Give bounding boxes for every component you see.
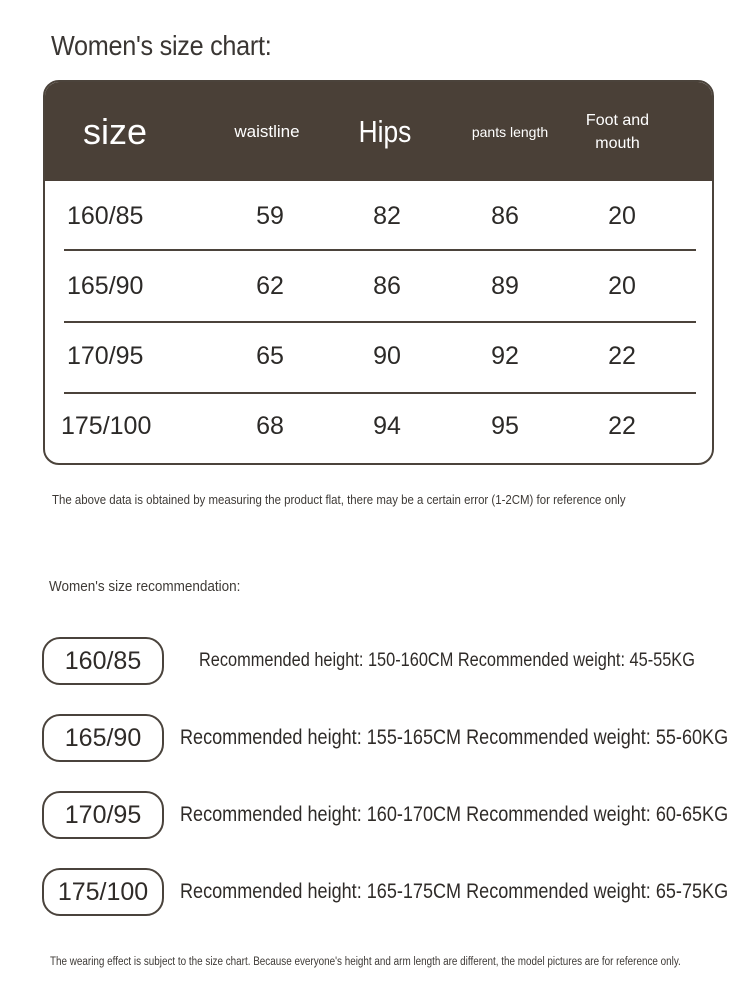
recommendation-text: Recommended height: 155-165CM Recommended weight: 55-60KG [180,726,729,749]
cell-foot-mouth: 20 [608,201,636,230]
cell-pants-length: 92 [491,341,519,370]
cell-foot-mouth: 22 [608,341,636,370]
recommendation-title: Women's size recommendation: [49,578,241,595]
cell-pants-length: 89 [491,271,519,300]
cell-hips: 90 [373,341,401,370]
size-pill: 175/100 [42,868,164,916]
size-pill: 170/95 [42,791,164,839]
cell-size: 165/90 [67,271,144,300]
recommendation-text: Recommended height: 160-170CM Recommended weight: 60-65KG [180,803,729,826]
cell-hips: 82 [373,201,401,230]
table-header [45,82,712,181]
cell-pants-length: 86 [491,201,519,230]
header-waistline: waistline [234,121,300,141]
measurement-note: The above data is obtained by measuring the product flat, there may be a certain error (1-2CM) for reference only [52,492,626,507]
size-chart-table [43,80,714,465]
cell-foot-mouth: 20 [608,271,636,300]
recommendation-text: Recommended height: 165-175CM Recommended weight: 65-75KG [180,880,729,903]
cell-waistline: 59 [256,201,284,230]
header-foot-mouth-line1: Foot and [585,111,650,129]
cell-hips: 94 [373,411,401,440]
table-row [45,321,712,391]
cell-pants-length: 95 [491,411,519,440]
cell-waistline: 62 [256,271,284,300]
header-pants-length: pants length [471,123,549,140]
header-foot-mouth [570,82,665,181]
header-hips: Hips [358,113,412,149]
table-row [45,251,712,321]
table-row [45,391,712,461]
page-title: Women's size chart: [51,30,272,61]
recommendation-text: Recommended height: 150-160CM Recommended weight: 45-55KG [199,650,695,671]
header-size: size [82,110,148,152]
cell-size: 160/85 [67,201,144,230]
cell-hips: 86 [373,271,401,300]
cell-size: 170/95 [67,341,144,370]
cell-waistline: 65 [256,341,284,370]
table-row [45,181,712,251]
size-pill: 160/85 [42,637,164,685]
cell-foot-mouth: 22 [608,411,636,440]
wearing-note: The wearing effect is subject to the size chart. Because everyone's height and arm length are different, the model pictures are for reference only. [50,956,681,968]
header-foot-mouth-line2: mouth [595,134,640,152]
cell-size: 175/100 [61,411,152,440]
cell-waistline: 68 [256,411,284,440]
size-pill: 165/90 [42,714,164,762]
